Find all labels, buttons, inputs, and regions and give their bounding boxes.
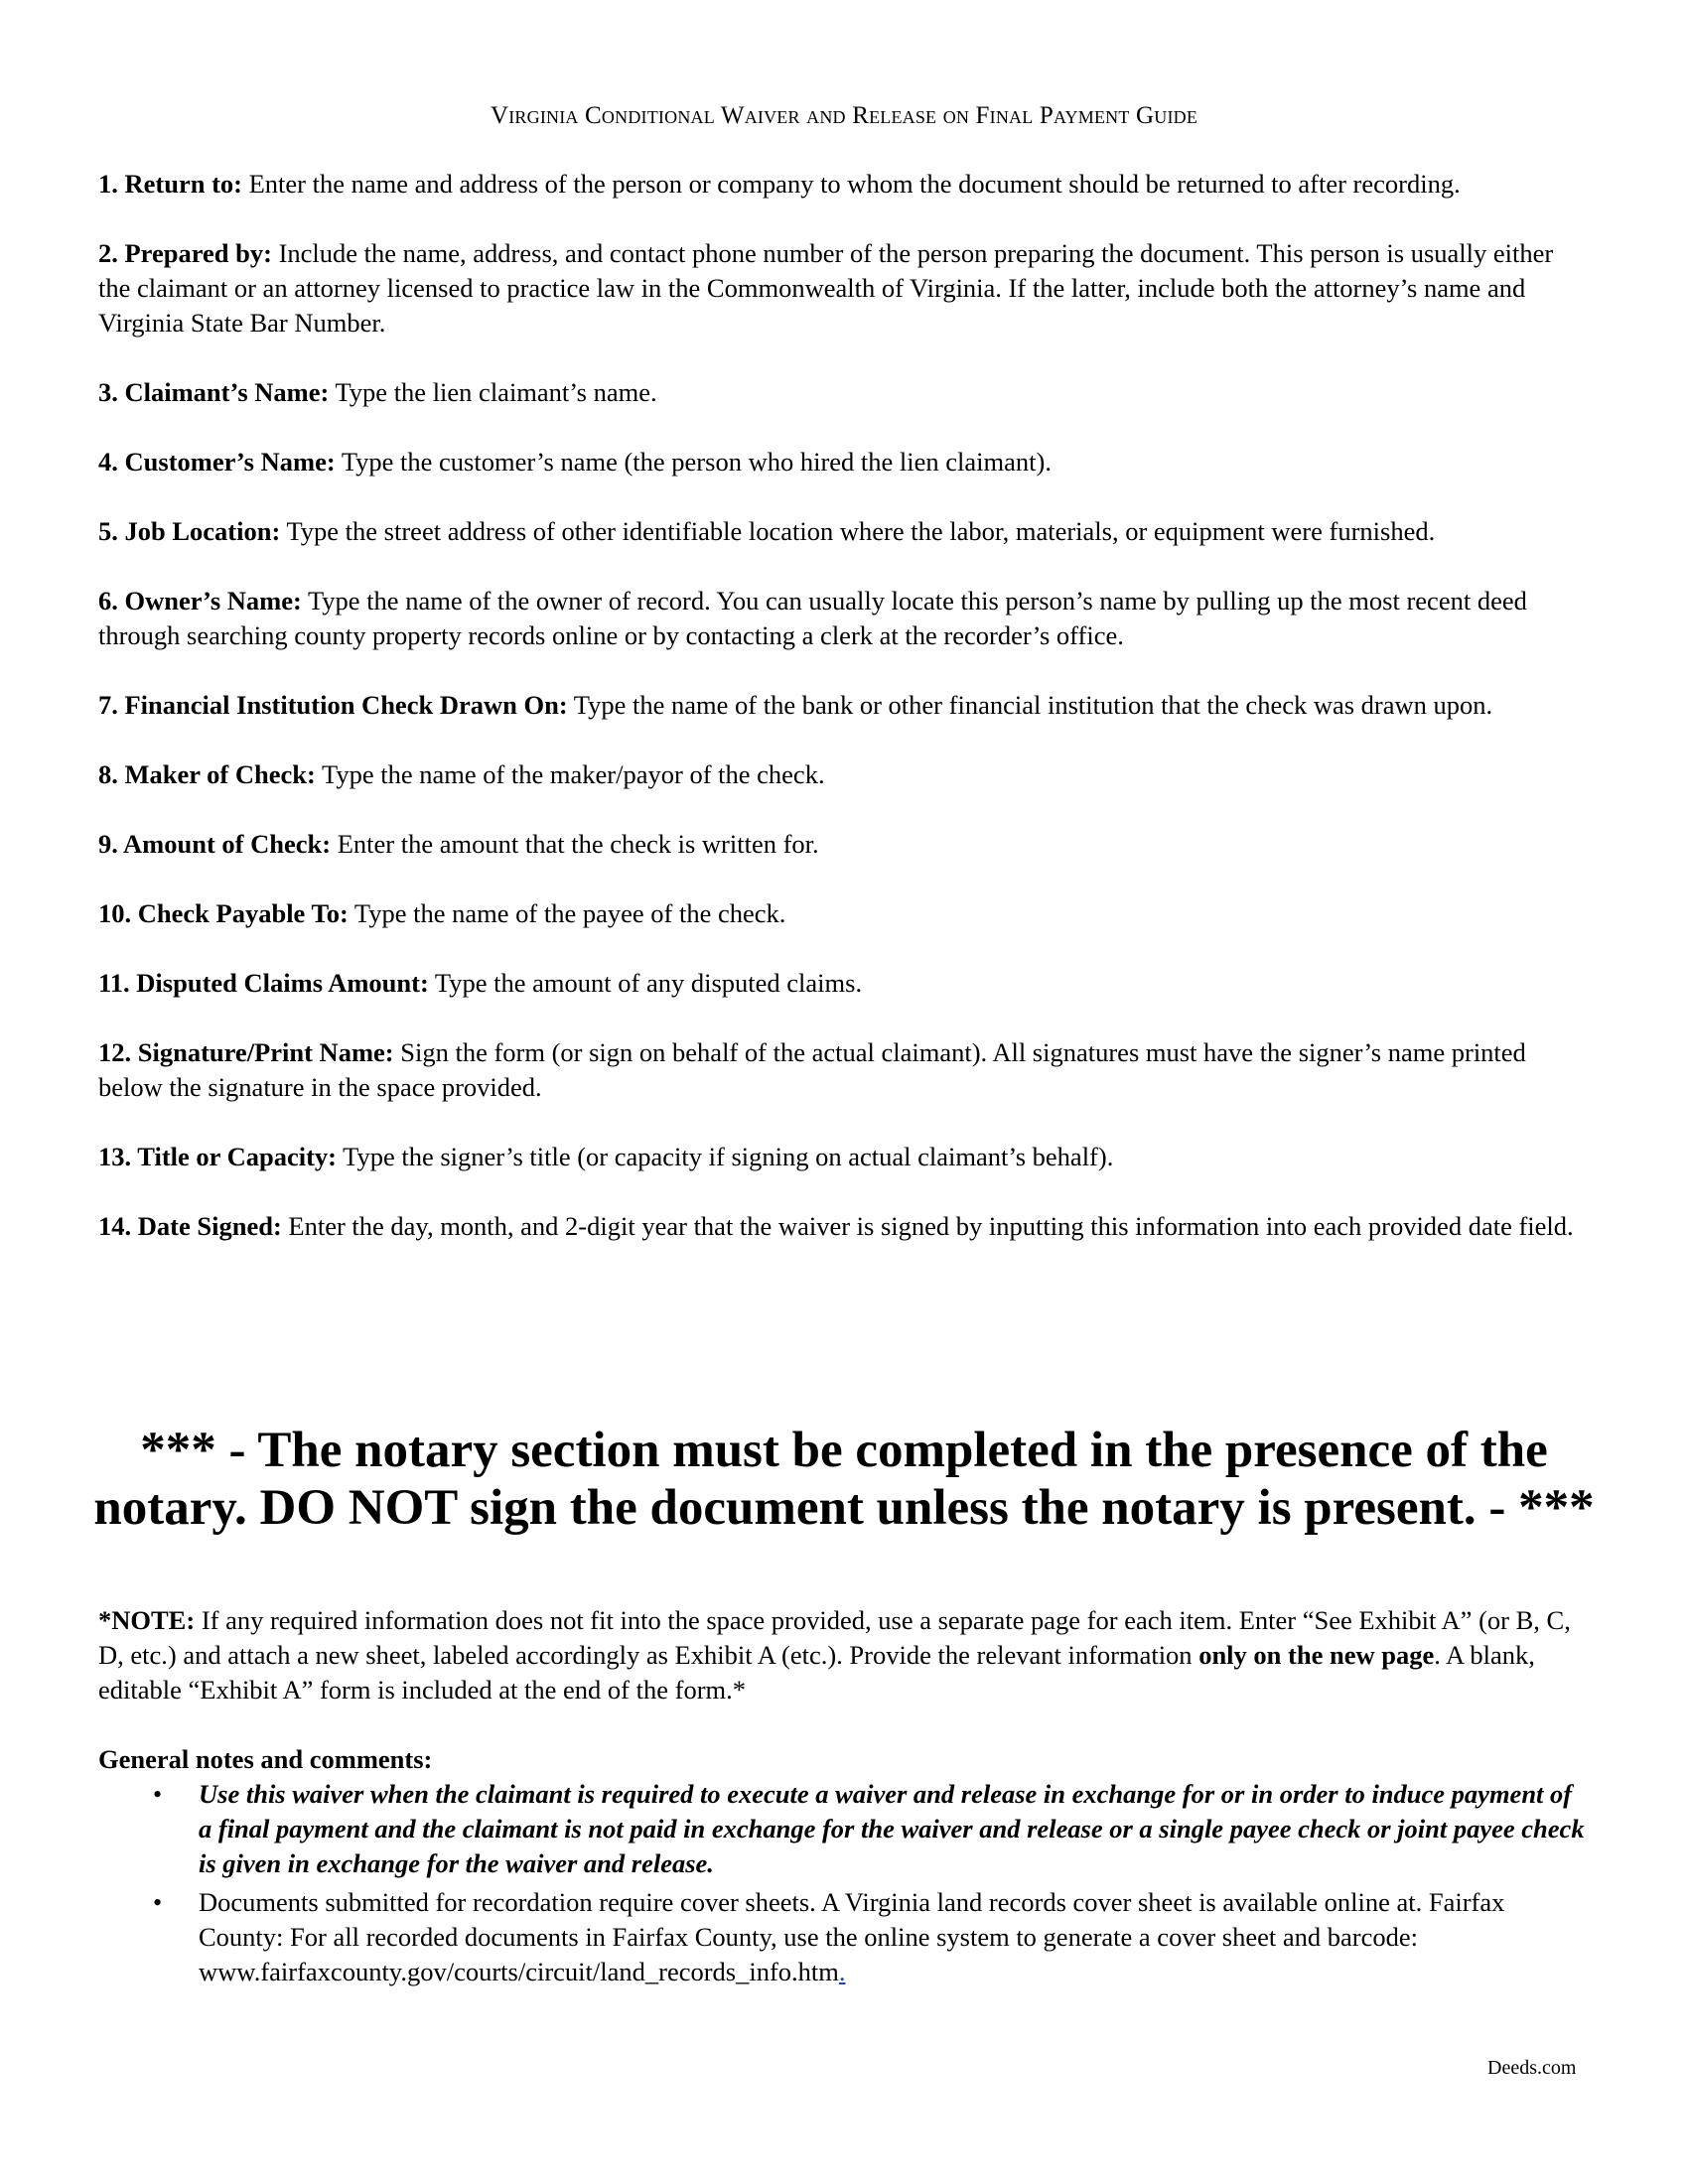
- item-text: Type the name of the bank or other financial institution that the check was drawn upon.: [567, 690, 1493, 720]
- instruction-item: [98, 167, 1588, 202]
- exhibit-note: [98, 1603, 1588, 1707]
- page-title: Virginia Conditional Waiver and Release on Final Payment Guide: [490, 102, 1198, 129]
- instruction-item: [98, 827, 1588, 862]
- item-text: Enter the day, month, and 2-digit year that the waiver is signed by inputting this information into each provided date field.: [281, 1211, 1574, 1241]
- instruction-item: [98, 514, 1588, 549]
- item-label: 3. Claimant’s Name:: [98, 377, 330, 407]
- instruction-item: [98, 1035, 1588, 1105]
- instruction-item: [98, 445, 1588, 479]
- notary-warning: [0, 1422, 1688, 1537]
- note-emphasis: only on the new page: [1198, 1640, 1435, 1670]
- item-text: Type the amount of any disputed claims.: [428, 968, 863, 998]
- note-label: *NOTE:: [98, 1605, 196, 1635]
- item-label: 1. Return to:: [98, 169, 242, 199]
- footer-brand: Deeds.com: [1487, 2057, 1577, 2079]
- instruction-item: [98, 1140, 1588, 1174]
- instruction-item: [98, 375, 1588, 410]
- item-text: Sign the form (or sign on behalf of the actual claimant). All signatures must have the signer’s name printed below the signature in the space provided.: [98, 1037, 1526, 1102]
- item-text: Type the name of the payee of the check.: [348, 898, 786, 928]
- notary-warning-line: notary. DO NOT sign the document unless the notary is present. - ***: [93, 1480, 1595, 1536]
- general-notes-list: [98, 1777, 1588, 1993]
- item-text: Include the name, address, and contact phone number of the person preparing the document. This person is usually either the claimant or an attorney licensed to practice law in the Commonwealth of Virginia. If the latter, include both the attorney’s name and Virginia State Bar Number.: [98, 238, 1554, 338]
- bullet-icon: •: [153, 1888, 163, 1917]
- item-text: Type the name of the maker/payor of the check.: [315, 759, 825, 789]
- item-label: 11. Disputed Claims Amount:: [98, 968, 429, 998]
- instruction-list: [98, 167, 1588, 1279]
- instruction-item: [98, 1209, 1588, 1244]
- link-end: .: [838, 1957, 846, 1986]
- item-text: Type the customer’s name (the person who hired the lien claimant).: [335, 447, 1052, 477]
- instruction-item: [98, 757, 1588, 792]
- list-item: [98, 1777, 1588, 1881]
- item-text: Type the name of the owner of record. You can usually locate this person’s name by pulling up the most recent deed through searching county property records online or by contacting a clerk at the recorder’s office.: [98, 586, 1527, 650]
- bullet-text: Use this waiver when the claimant is required to execute a waiver and release in exchange for or in order to induce payment of a final payment and the claimant is not paid in exchange for the waiver and release or a single payee check or joint payee check is given in exchange for the waiver and release.: [199, 1779, 1585, 1878]
- item-label: 9. Amount of Check:: [98, 829, 332, 859]
- cover-sheet-link[interactable]: www.fairfaxcounty.gov/courts/circuit/land_records_info.htm: [199, 1957, 839, 1986]
- item-text: Type the signer’s title (or capacity if signing on actual claimant’s behalf).: [336, 1142, 1114, 1171]
- item-text: Enter the amount that the check is written for.: [331, 829, 819, 859]
- instruction-item: [98, 966, 1588, 1001]
- bullet-text: Documents submitted for recordation require cover sheets. A Virginia land records cover sheet is available online at. Fairfax County: For all recorded documents in Fairfax County, use the online system to generate a cover sheet and barcode:: [199, 1887, 1505, 1952]
- general-notes-heading: General notes and comments:: [98, 1744, 433, 1774]
- note-text-end: . A blank, editable “Exhibit A” form is included at the end of the form.*: [98, 1640, 1535, 1705]
- bullet-icon: •: [153, 1780, 163, 1809]
- list-item: [98, 1885, 1588, 1989]
- instruction-item: [98, 688, 1588, 723]
- item-label: 2. Prepared by:: [98, 238, 272, 268]
- item-label: 7. Financial Institution Check Drawn On:: [98, 690, 568, 720]
- item-label: 6. Owner’s Name:: [98, 586, 302, 615]
- note-text: If any required information does not fit into the space provided, use a separate page for each item. Enter “See Exhibit A” (or B, C, D, etc.) and attach a new sheet, labeled accordingly as Exhibit A (etc.). Provide the relevant information: [98, 1605, 1571, 1670]
- item-label: 8. Maker of Check:: [98, 759, 316, 789]
- item-label: 13. Title or Capacity:: [98, 1142, 337, 1171]
- item-text: Type the lien claimant’s name.: [329, 377, 657, 407]
- item-text: Type the street address of other identifiable location where the labor, materials, or equipment were furnished.: [280, 516, 1436, 546]
- item-label: 14. Date Signed:: [98, 1211, 282, 1241]
- instruction-item: [98, 236, 1588, 341]
- item-label: 12. Signature/Print Name:: [98, 1037, 394, 1067]
- instruction-item: [98, 896, 1588, 931]
- instruction-item: [98, 584, 1588, 653]
- item-label: 5. Job Location:: [98, 516, 281, 546]
- notary-warning-line: *** - The notary section must be completed in the presence of the: [140, 1423, 1548, 1478]
- item-label: 4. Customer’s Name:: [98, 447, 336, 477]
- item-label: 10. Check Payable To:: [98, 898, 349, 928]
- item-text: Enter the name and address of the person or company to whom the document should be returned to after recording.: [242, 169, 1461, 199]
